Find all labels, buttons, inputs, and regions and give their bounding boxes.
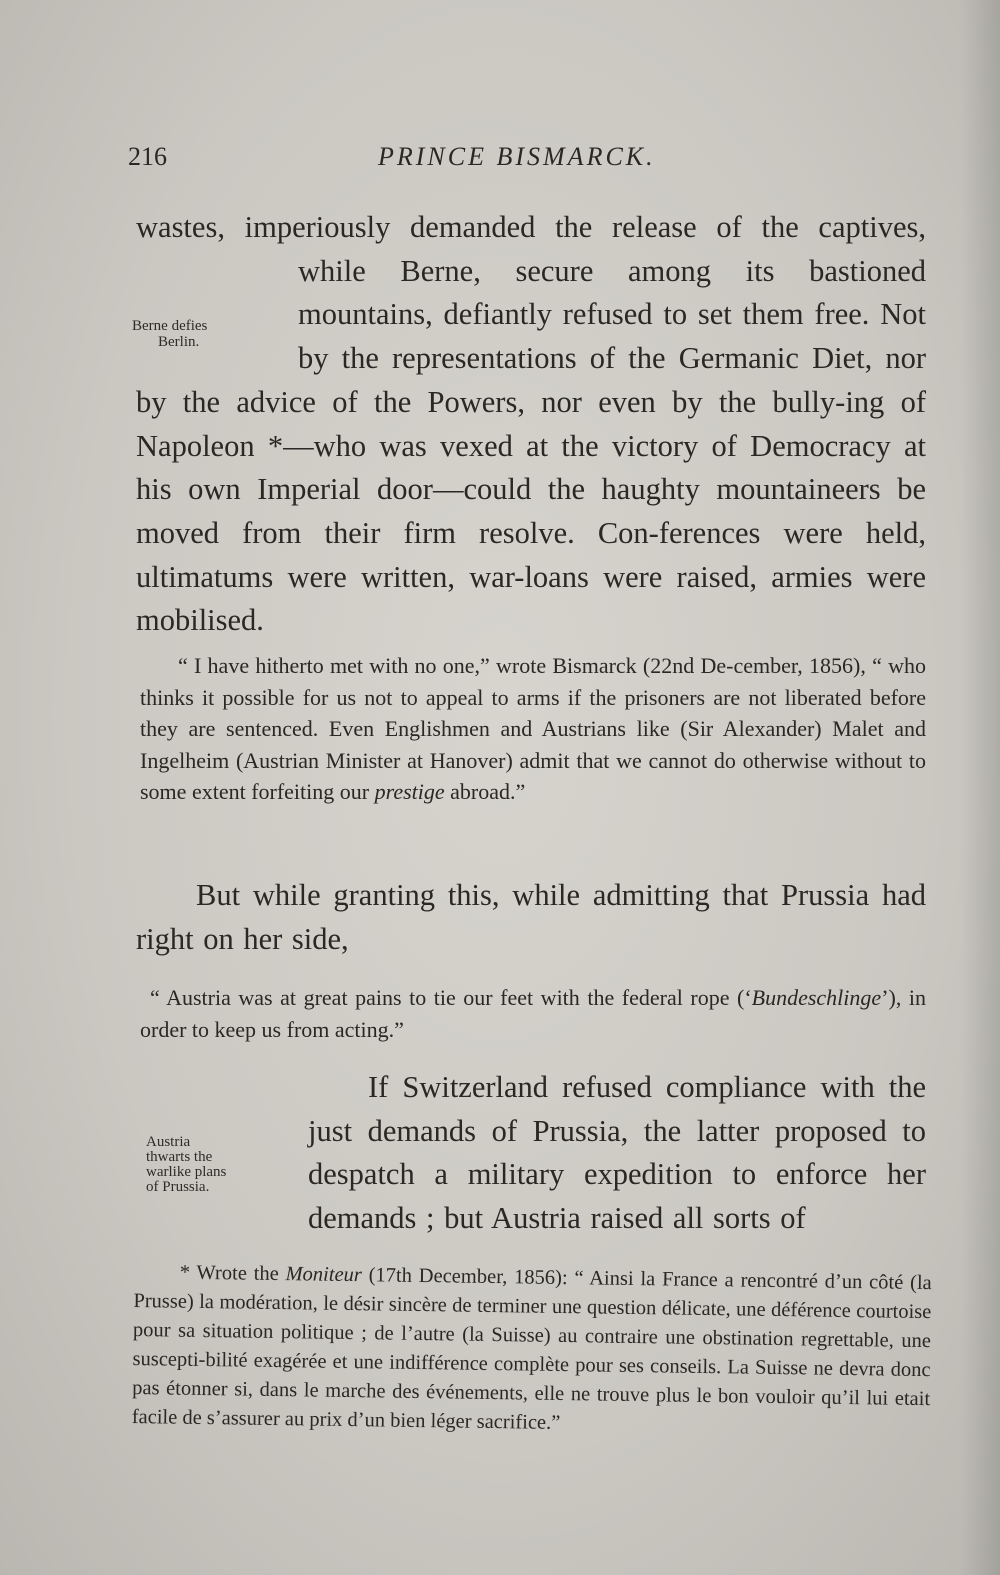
- paragraph-3: [136, 1066, 926, 1241]
- running-title: PRINCE BISMARCK.: [378, 142, 656, 171]
- quote-text-part: “ I have hitherto met with no one,” wrote Bismarck (22nd De-cember, 1856), “ who thinks it possible for us not to appeal to arms if the prisoners are not liberated before they are sentenced. Even Englishmen and Austrians like (Sir Alexander) Malet and Ingelheim (Austrian Minister at Hanover) admit that we cannot do otherwise without to some extent forfeiting our: [140, 653, 926, 804]
- block-quote-1: [140, 650, 926, 808]
- footnote-text: [132, 1258, 932, 1443]
- quote-text-part: ’), in order to keep us from acting.”: [140, 985, 926, 1042]
- paragraph-2: [136, 874, 926, 961]
- margin-note-line: Berne defies: [132, 318, 208, 334]
- footnote: [131, 1258, 932, 1434]
- quote-text-part: abroad.”: [444, 779, 526, 804]
- paragraph-1: [136, 206, 926, 643]
- quote-text: [140, 982, 926, 1045]
- margin-note-line: thwarts the: [146, 1149, 213, 1165]
- page-number: 216: [128, 142, 167, 171]
- paragraph-text: If Switzerland refused compliance with the just demands of Prussia, the latter proposed to despatch a military expedition to enforce her demands ; but Austria raised all sorts of: [308, 1070, 926, 1236]
- quote-emphasis: prestige: [374, 779, 445, 804]
- footnote-emphasis: Moniteur: [285, 1263, 363, 1287]
- paragraph-text: But while granting this, while admitting that Prussia had right on her side,: [136, 878, 926, 956]
- footnote-text-part: * Wrote the: [179, 1261, 286, 1286]
- block-quote-2: [140, 982, 926, 1045]
- page-header: [128, 142, 928, 182]
- margin-note-line: Berlin.: [158, 334, 200, 350]
- margin-note-line: warlike plans: [146, 1164, 227, 1180]
- margin-note-line: Austria: [146, 1134, 191, 1150]
- quote-emphasis: Bundeschlinge: [751, 985, 882, 1010]
- footnote-text-part: (17th December, 1856): “ Ainsi la France a rencontré d’un côté (la Prusse) la modération, le désir sincère de terminer une question délicate, une déférence courtoise pour sa situation politique ; de l’autre (la Suisse) au contraire une obstination regrettable, une suscepti-bilité exagérée et une indifférence complète pour ses conseils. La Suisse ne devra donc pas étonner si, dans le marche des événements, elle ne trouve plus le bon vouloir qu’il lui etait facile de s’assurer au prix d’un bien léger sacrifice.”: [131, 1264, 932, 1434]
- quote-text-part: “ Austria was at great pains to tie our feet with the federal rope (‘: [150, 985, 752, 1010]
- margin-note-line: of Prussia.: [146, 1179, 210, 1195]
- paragraph-text: wastes, imperiously demanded the release of the captives, while Berne, secure among its bastioned mountains, defiantly refused to set them free. Not by the representations of the Germanic Diet, nor by the advice of the Powers, nor even by the bully-ing of Napoleon *—who was vexed at the victory of Democracy at his own Imperial door—could the haughty mountaineers be moved from their firm resolve. Con-ferences were held, ultimatums were written, war-loans were raised, armies were mobilised.: [136, 210, 926, 638]
- page-edge-shadow: [960, 0, 1000, 1575]
- quote-text: [140, 650, 926, 808]
